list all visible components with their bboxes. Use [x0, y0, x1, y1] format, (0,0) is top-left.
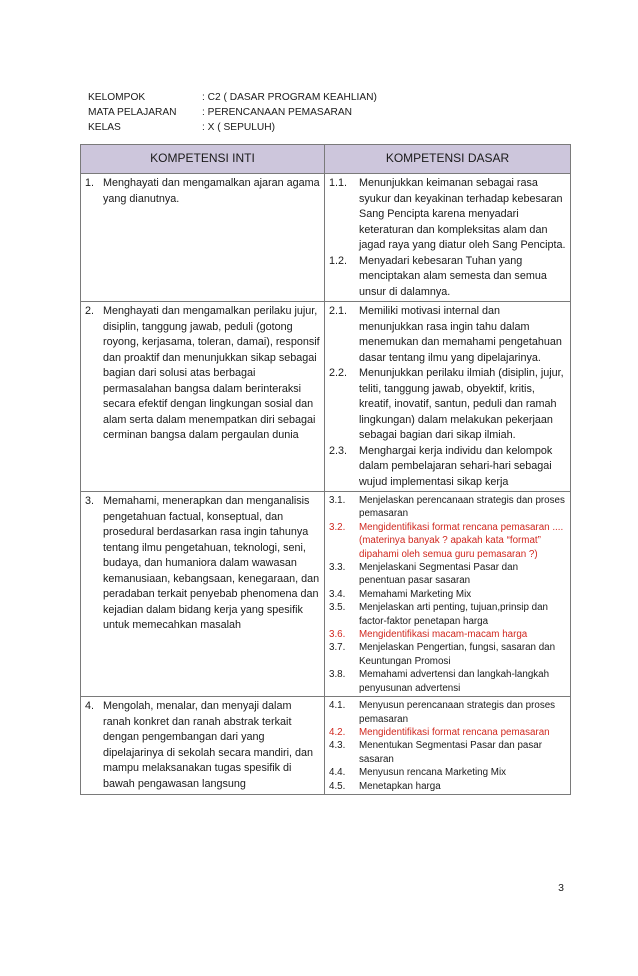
kd-number: 3.3.	[329, 562, 346, 574]
kd-cell	[325, 697, 571, 795]
ki-cell	[81, 697, 325, 795]
kd-text: Menentukan Segmentasi Pasar dan pasar sasaran	[359, 740, 542, 765]
ki-text: Memahami, menerapkan dan menganalisis pengetahuan factual, konseptual, dan prosedural berdasarkan rasa ingin tahunya tentang ilmu pengetahuan, teknologi, seni, budaya, dan humaniora dalam wawasan kemanusiaan, kebangsaan, kenegaraan, dan peradaban terkait penyebab phenomena dan kejadian dalam bidang kerja yang spesifik untuk memecahkan masalah	[103, 495, 320, 631]
ki-number: 4.	[85, 700, 95, 713]
ki-text: Menghayati dan mengamalkan ajaran agama yang dianutnya.	[103, 177, 320, 205]
ki-text: Mengolah, menalar, dan menyaji dalam ranah konkret dan ranah abstrak terkait dengan pengembangan dari yang dipelajarinya di sekolah secara mandiri, dan mampu melaksanakan tugas spesifik di bawah pengawasan langsung	[103, 700, 314, 790]
ki-number: 2.	[85, 305, 95, 317]
kd-number: 3.6.	[329, 629, 346, 641]
kd-number: 4.2.	[329, 726, 346, 738]
kd-item	[329, 766, 566, 779]
header-row-kelompok	[88, 90, 377, 105]
kd-item	[329, 366, 566, 444]
header-label: KELOMPOK	[88, 92, 146, 103]
ki-number: 1.	[85, 177, 95, 189]
kd-number: 2.1.	[329, 305, 348, 317]
kd-text: Menjelaskani Segmentasi Pasar dan penentuan pasar sasaran	[359, 562, 519, 587]
kd-item-highlighted	[329, 628, 566, 641]
kd-text: Memahami Marketing Mix	[359, 588, 472, 600]
kd-item	[329, 641, 566, 668]
kd-item	[329, 601, 566, 628]
ki-item	[85, 304, 320, 444]
kd-number: 2.2.	[329, 367, 348, 379]
kd-number: 4.4.	[329, 767, 346, 779]
ki-number: 3.	[85, 495, 95, 507]
kd-text: Menyusun rencana Marketing Mix	[359, 767, 507, 779]
kd-item	[329, 304, 566, 366]
kd-text: Menetapkan harga	[359, 780, 441, 792]
kd-text: Menjelaskan Pengertian, fungsi, sasaran dan Keuntungan Promosi	[359, 642, 556, 667]
kd-number: 1.1.	[329, 177, 348, 189]
kd-text: Menunjukkan keimanan sebagai rasa syukur dan keyakinan terhadap kebesaran Sang Pencipta karena menyadari keteraturan dan kompleksitas alam dan jagad raya yang diatur oleh Sang Pencipta.	[359, 177, 566, 251]
table-row	[81, 302, 571, 492]
kd-text: Memiliki motivasi internal dan menunjukkan rasa ingin tahu dalam menemukan dan memahami pengetahuan dasar tentang ilmu yang dipelajarinya.	[359, 305, 562, 364]
kd-number: 3.8.	[329, 669, 346, 681]
kd-item	[329, 699, 566, 726]
table-row	[81, 697, 571, 795]
kd-text: Mengidentifikasi format rencana pemasaran	[359, 726, 550, 738]
kd-item	[329, 494, 566, 521]
kd-item	[329, 668, 566, 695]
page-number: 3	[558, 882, 564, 894]
header-label: KELAS	[88, 122, 121, 133]
competency-table	[80, 144, 571, 795]
document-header	[88, 90, 377, 135]
header-row-mata-pelajaran	[88, 105, 377, 120]
kd-text: Menyusun perencanaan strategis dan proses pemasaran	[359, 700, 556, 725]
header-value: : C2 ( DASAR PROGRAM KEAHLIAN)	[202, 92, 377, 103]
kd-cell	[325, 174, 571, 302]
kd-item	[329, 588, 566, 601]
kd-text: Mengidentifikasi format rencana pemasaran ....(materinya banyak ? apakah kata “format” dipahami oleh semua guru pemasaran ?)	[359, 521, 564, 560]
kd-number: 4.5.	[329, 780, 346, 792]
table-header-row	[81, 145, 571, 174]
ki-text: Menghayati dan mengamalkan perilaku jujur, disiplin, tanggung jawab, peduli (gotong royong, kerjasama, toleran, damai), responsif dan proaktif dan menunjukkan sikap sebagai bagian dari solusi atas berbagai permasalahan bangsa dalam berinteraksi secara efektif dengan lingkungan sosial dan alam serta dalam menempatkan diri sebagai cerminan bangsa dalam pergaulan dunia	[103, 305, 320, 441]
kd-cell	[325, 492, 571, 697]
kd-item	[329, 444, 566, 491]
header-label: MATA PELAJARAN	[88, 107, 177, 118]
kd-text: Mengidentifikasi macam-macam harga	[359, 629, 528, 641]
kd-item-highlighted	[329, 521, 566, 561]
table-row	[81, 492, 571, 697]
kd-cell	[325, 302, 571, 492]
kd-text: Menjelaskan arti penting, tujuan,prinsip dan factor-faktor penetapan harga	[359, 602, 548, 627]
ki-item	[85, 176, 320, 207]
kd-text: Menjelaskan perencanaan strategis dan proses pemasaran	[359, 495, 565, 520]
header-value: : X ( SEPULUH)	[202, 122, 276, 133]
header-value: : PERENCANAAN PEMASARAN	[202, 107, 353, 118]
kd-text: Menghargai kerja individu dan kelompok dalam pembelajaran sehari-hari sebagai wujud implementasi sikap kerja	[359, 444, 553, 488]
kd-number: 3.5.	[329, 602, 346, 614]
kd-text: Memahami advertensi dan langkah-langkah penyusunan advertensi	[359, 669, 550, 694]
ki-item	[85, 494, 320, 634]
ki-cell	[81, 302, 325, 492]
kd-number: 3.4.	[329, 588, 346, 600]
kd-item	[329, 780, 566, 793]
column-header-ki: KOMPETENSI INTI	[81, 145, 325, 174]
kd-text: Menyadari kebesaran Tuhan yang menciptakan alam semesta dan semua unsur di dalamnya.	[359, 254, 547, 298]
header-row-kelas	[88, 120, 377, 135]
kd-item	[329, 176, 566, 254]
kd-number: 3.7.	[329, 642, 346, 654]
column-header-kd: KOMPETENSI DASAR	[325, 145, 571, 174]
kd-number: 3.1.	[329, 495, 346, 506]
kd-number: 2.3.	[329, 444, 348, 457]
ki-cell	[81, 492, 325, 697]
table-row	[81, 174, 571, 302]
kd-text: Menunjukkan perilaku ilmiah (disiplin, jujur, teliti, tanggung jawab, obyektif, kritis, kreatif, inovatif, santun, peduli dan ramah lingkungan) dalam melakukan pekerjaan sebagai bagian dari sikap ilmiah.	[359, 367, 564, 441]
kd-item	[329, 739, 566, 766]
kd-item-highlighted	[329, 726, 566, 739]
ki-item	[85, 699, 320, 792]
kd-number: 1.2.	[329, 254, 348, 267]
kd-number: 4.1.	[329, 700, 346, 712]
kd-number: 3.2.	[329, 521, 346, 533]
ki-cell	[81, 174, 325, 302]
kd-number: 4.3.	[329, 740, 346, 752]
kd-item	[329, 561, 566, 588]
kd-item	[329, 254, 566, 301]
